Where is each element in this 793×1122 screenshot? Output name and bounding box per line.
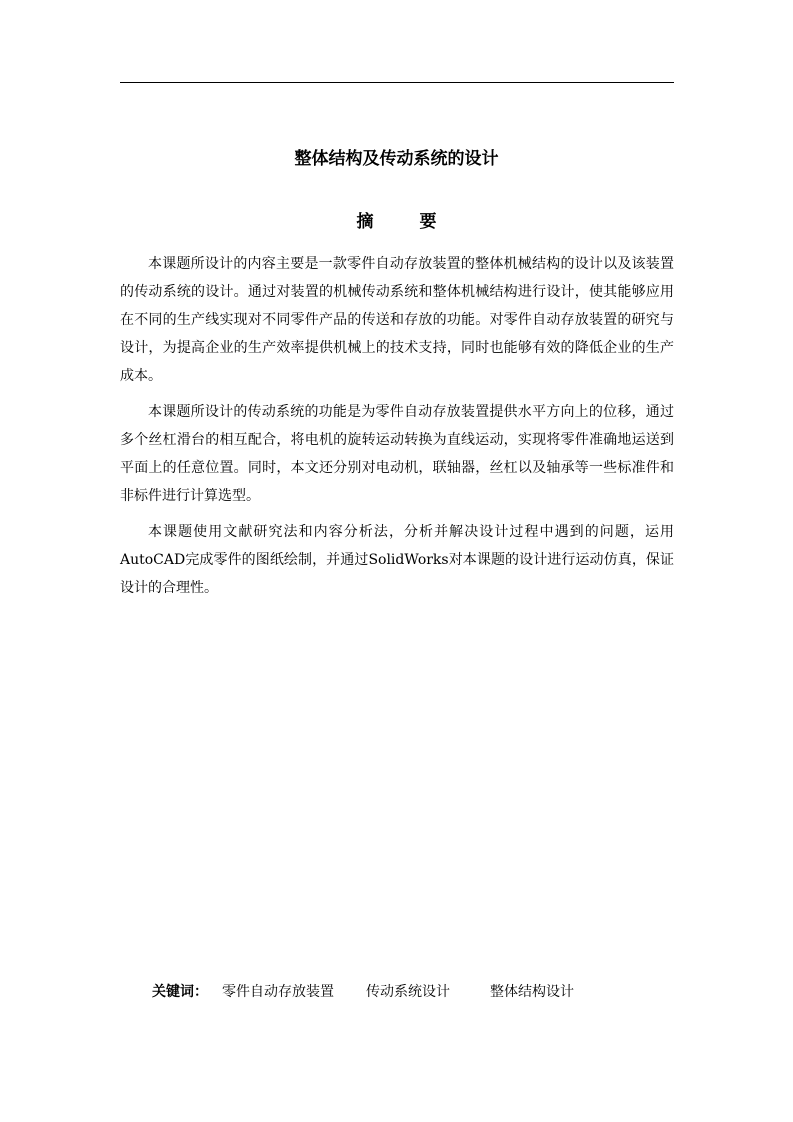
keyword-item: 零件自动存放装置: [222, 984, 334, 1000]
abstract-paragraph-2: 本课题所设计的传动系统的功能是为零件自动存放装置提供水平方向上的位移，通过多个丝杠滑台的相互配合，将电机的旋转运动转换为直线运动，实现将零件准确地运送到平面上的任意位置。同时，本文还分别对电动机，联轴器，丝杠以及轴承等一些标准件和非标件进行计算选型。: [120, 404, 674, 504]
abstract-heading: 摘 要: [356, 212, 457, 232]
keywords-label: 关键词：: [152, 984, 208, 1000]
keyword-item: 传动系统设计: [366, 984, 450, 1000]
abstract-body: [120, 250, 674, 610]
keyword-item: 整体结构设计: [490, 984, 574, 1000]
keywords-line: [152, 980, 692, 1004]
abstract-paragraph-1: 本课题所设计的内容主要是一款零件自动存放装置的整体机械结构的设计以及该装置的传动系统的设计。通过对装置的机械传动系统和整体机械结构进行设计，使其能够应用在不同的生产线实现对不同零件产品的传送和存放的功能。对零件自动存放装置的研究与设计，为提高企业的生产效率提供机械上的技术支持，同时也能够有效的降低企业的生产成本。: [120, 256, 674, 384]
header-rule: [120, 82, 674, 83]
document-title: 整体结构及传动系统的设计: [294, 149, 499, 169]
abstract-paragraph-3: 本课题使用文献研究法和内容分析法，分析并解决设计过程中遇到的问题，运用AutoCAD完成零件的图纸绘制，并通过SolidWorks对本课题的设计进行运动仿真，保证设计的合理性。: [120, 524, 674, 596]
